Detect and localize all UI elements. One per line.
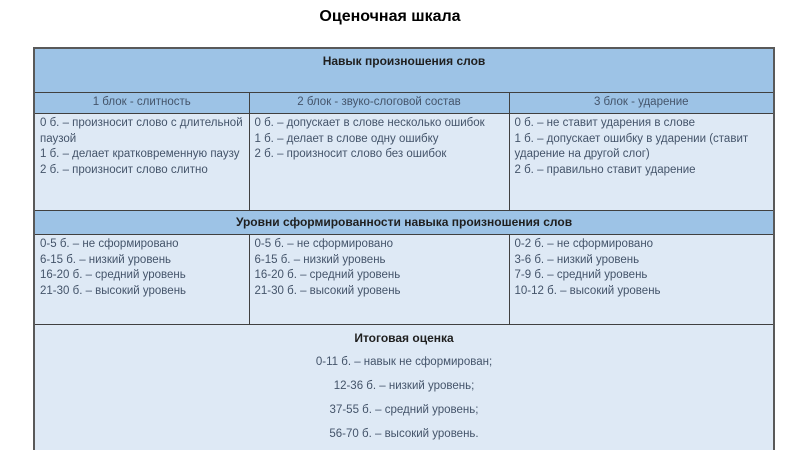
text-line: 3-6 б. – низкий уровень [514,253,640,266]
block-3-header: 3 блок - ударение [509,93,774,114]
text-line: 1 б. – делает кратковременную паузу [40,148,240,160]
text-line: 2 б. – произносит слово слитно [40,163,208,176]
block-2-header: 2 блок - звуко-слоговой состав [249,93,509,114]
text-line: 12-36 б. – низкий уровень; [333,380,475,392]
final-score-list [40,355,768,443]
final-score-header: Итоговая оценка [354,331,454,345]
levels-cell-block1 [34,235,249,325]
levels-section-row [34,211,774,235]
criteria-cell-block1 [34,114,249,211]
final-score-cell [34,325,774,450]
text-line: 2 б. – правильно ставит ударение [514,163,696,176]
text-line: 7-9 б. – средний уровень [514,269,648,281]
block-1-header: 1 блок - слитность [34,93,249,114]
criteria-cell-block3 [509,114,774,211]
levels-cell-block3 [509,235,774,325]
text-line: 0 б. – не ставит ударения в слове [514,117,696,129]
text-line: 1 б. – делает в слове одну ошибку [254,132,439,145]
text-line: 6-15 б. – низкий уровень [40,253,172,266]
skill-section-header: Навык произношения слов [34,48,774,93]
text-line: 0 б. – произносит слово с длительной паузой [40,117,243,145]
slide-title: Оценочная шкала [319,8,461,25]
text-line: 10-12 б. – высокий уровень [514,284,661,297]
skill-section-row [34,48,774,93]
text-line: 56-70 б. – высокий уровень. [329,428,479,440]
text-line: 37-55 б. – средний уровень; [329,404,479,416]
text-line: 0 б. – допускает в слове несколько ошибок [254,117,485,129]
text-line: 0-11 б. – навык не сформирован; [315,356,493,368]
criteria-cell-block2 [249,114,509,211]
text-line: 16-20 б. – средний уровень [40,269,186,281]
levels-cell-block2 [249,235,509,325]
text-line: 1 б. – допускает ошибку в ударении (ставит ударение на другой слог) [514,132,749,160]
text-line: 21-30 б. – высокий уровень [40,284,187,297]
text-line: 6-15 б. – низкий уровень [254,253,386,266]
text-line: 0-5 б. – не сформировано [40,238,179,250]
final-score-row [34,325,774,450]
criteria-row [34,114,774,211]
evaluation-scale-table [33,47,775,450]
text-line: 16-20 б. – средний уровень [254,269,401,281]
block-headers-row [34,93,774,114]
text-line: 0-5 б. – не сформировано [254,238,394,250]
levels-row [34,235,774,325]
levels-section-header: Уровни сформированности навыка произношения слов [34,211,774,235]
text-line: 2 б. – произносит слово без ошибок [254,148,447,160]
text-line: 21-30 б. – высокий уровень [254,284,401,297]
text-line: 0-2 б. – не сформировано [514,238,654,250]
